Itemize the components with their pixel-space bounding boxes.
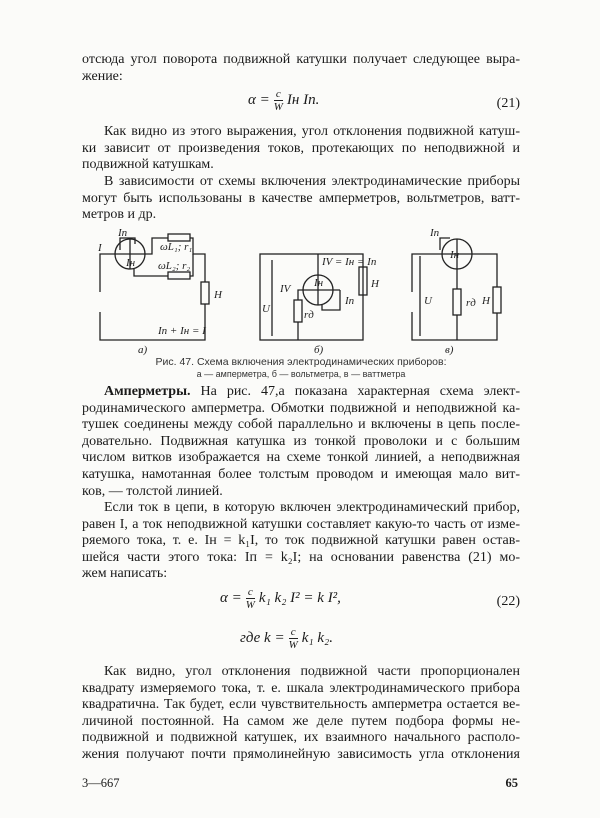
label-load: Н <box>482 295 490 307</box>
text-line <box>82 747 520 764</box>
label-ip: Iп <box>118 227 128 239</box>
line-text: ков, — толстой линией. <box>82 483 223 499</box>
line-text: ряемого тока, т. е. Iн = k₁I, то ток подвижной катушки равен остав- <box>82 533 520 549</box>
paragraph-3 <box>82 174 520 224</box>
line-text: могут быть использованы в качестве амперметров, вольтметров, ватт- <box>82 190 520 206</box>
text-line <box>82 566 520 583</box>
fraction <box>274 88 283 113</box>
line-text: В зависимости от схемы включения электродинамические приборы <box>104 174 520 189</box>
formula-k <box>82 626 520 660</box>
formula-lhs: α = <box>248 92 270 108</box>
label-i: I <box>98 242 102 254</box>
equation-number: (21) <box>496 96 520 111</box>
line-text: Как видно, угол отклонения подвижной части пропорционален <box>104 664 520 679</box>
line-text: метров и др. <box>82 207 157 223</box>
text-line <box>82 467 520 484</box>
line-text: подвижной и подвижной катушек, их взаимного начального располо- <box>82 730 520 746</box>
circuit-ammeter <box>97 227 223 356</box>
label-u: U <box>262 303 270 315</box>
fraction <box>246 586 255 611</box>
text-line <box>82 434 520 451</box>
paragraph-5 <box>82 500 520 583</box>
label-ip: Iп <box>345 295 355 307</box>
equation-number: (22) <box>496 594 520 609</box>
text-line <box>82 141 520 158</box>
text-line <box>82 52 520 69</box>
paragraph-2 <box>82 124 520 174</box>
denominator: W <box>245 599 255 611</box>
text-line <box>82 384 520 401</box>
text-line <box>82 69 520 86</box>
label-current-sum: Iп + Iн = I <box>158 325 206 337</box>
formula-21 <box>82 88 520 122</box>
line-text: шейся части этого тока: Iп = k₂I; на основании равенства (21) мо- <box>82 549 520 565</box>
line-text: Если ток в цепи, в которую включен электродинамический прибор, <box>104 500 520 515</box>
circuit-voltmeter <box>260 254 380 356</box>
label-in: Iн <box>126 257 136 269</box>
label-ip: Iп <box>430 227 440 239</box>
formula-rhs: k₁ k₂ I² = k I², <box>258 590 341 606</box>
label-rd: rд <box>466 297 476 309</box>
label-wl2: ωL₂; r₂ <box>158 260 191 272</box>
numerator: c <box>290 626 296 638</box>
caption-title: Рис. 47. Схема включения электродинамических приборов: <box>155 356 447 368</box>
text-line <box>82 533 520 550</box>
formula-lhs: где k = <box>240 630 285 646</box>
fraction <box>289 626 298 651</box>
label-load: Н <box>214 289 222 301</box>
line-text: квадратична. Так будет, если чувствительность амперметра остается ве- <box>82 697 520 713</box>
label-equation: IV = Iн = Iп <box>322 256 377 268</box>
formula-rhs: k₁ k₂. <box>301 630 333 646</box>
denominator: W <box>273 101 283 113</box>
line-text: числом витков изображается на схеме тонкой линией, а неподвижная <box>82 450 520 466</box>
line-text: жем написать: <box>82 566 168 582</box>
paragraph-ammeters <box>82 384 520 500</box>
circuit-wattmeter <box>412 227 501 356</box>
label-in: Iн <box>450 249 460 261</box>
section-heading: Амперметры. <box>104 384 191 399</box>
denominator: W <box>288 639 298 651</box>
line-text: довательно. Подвижная катушка из тонкой проволоки и с большим <box>82 433 520 449</box>
text-line <box>82 191 520 208</box>
text-line <box>82 664 520 681</box>
print-signature: 3—667 <box>82 776 120 790</box>
text-line <box>82 124 520 141</box>
label-load: Н <box>371 278 379 290</box>
line-text: На рис. 47,а показана характерная схема элект- <box>190 384 520 399</box>
paragraph-6 <box>82 664 520 764</box>
text-line <box>82 174 520 191</box>
label-rd: rд <box>304 309 314 321</box>
label-c: в) <box>445 344 454 356</box>
text-line <box>82 550 520 567</box>
formula-22 <box>82 586 520 620</box>
label-iv: IV <box>280 283 291 295</box>
label-wl1: ωL₁; r₁ <box>160 241 193 253</box>
figure-47-circuits <box>90 218 510 358</box>
line-text: ки зависит от произведения токов, протекающих по неподвижной и <box>82 140 520 156</box>
text-line <box>82 714 520 731</box>
text-line <box>82 484 520 501</box>
line-text: личиной постоянной. На самом же деле путем подбора формы не- <box>82 713 520 729</box>
text-line <box>82 401 520 418</box>
text-line <box>82 517 520 534</box>
label-in: Iн <box>314 277 324 289</box>
line-text: жение: <box>82 68 123 84</box>
label-u: U <box>424 295 432 307</box>
line-text: родинамического амперметра. Обмотки подвижной и неподвижной ка- <box>82 400 520 416</box>
numerator: c <box>247 586 253 598</box>
formula-rhs: Iн Iп. <box>286 92 320 108</box>
text-line <box>82 157 520 174</box>
line-text: равен I, а ток неподвижной катушки составляет какую-то часть от изме- <box>82 516 520 532</box>
label-a: а) <box>138 344 148 356</box>
figure-caption <box>82 356 520 380</box>
text-line <box>82 730 520 747</box>
line-text: Как видно из этого выражения, угол отклонения подвижной катуш- <box>104 124 520 139</box>
formula-lhs: α = <box>220 590 242 606</box>
caption-subtitle: а — амперметра, б — вольтметра, в — ваттметра <box>196 369 406 379</box>
text-line <box>82 417 520 434</box>
line-text: катушка, намотанная более толстым проводом и имеющая мало вит- <box>82 466 520 482</box>
text-line <box>82 697 520 714</box>
text-line <box>82 450 520 467</box>
text-line <box>82 681 520 698</box>
text-line <box>82 500 520 517</box>
line-text: подвижной катушкам. <box>82 157 214 173</box>
paragraph-1 <box>82 52 520 85</box>
numerator: c <box>275 88 281 100</box>
line-text: тушек соединены между собой параллельно и включены в цепь после- <box>82 417 520 433</box>
page-number: 65 <box>505 776 518 790</box>
line-text: квадрату измеряемого тока, т. е. шкала электродинамического прибора <box>82 680 520 696</box>
line-text: жения получают почти прямолинейную зависимость угла отклонения <box>82 746 520 762</box>
line-text: отсюда угол поворота подвижной катушки получает следующее выра- <box>82 52 520 67</box>
label-b: б) <box>314 344 324 356</box>
